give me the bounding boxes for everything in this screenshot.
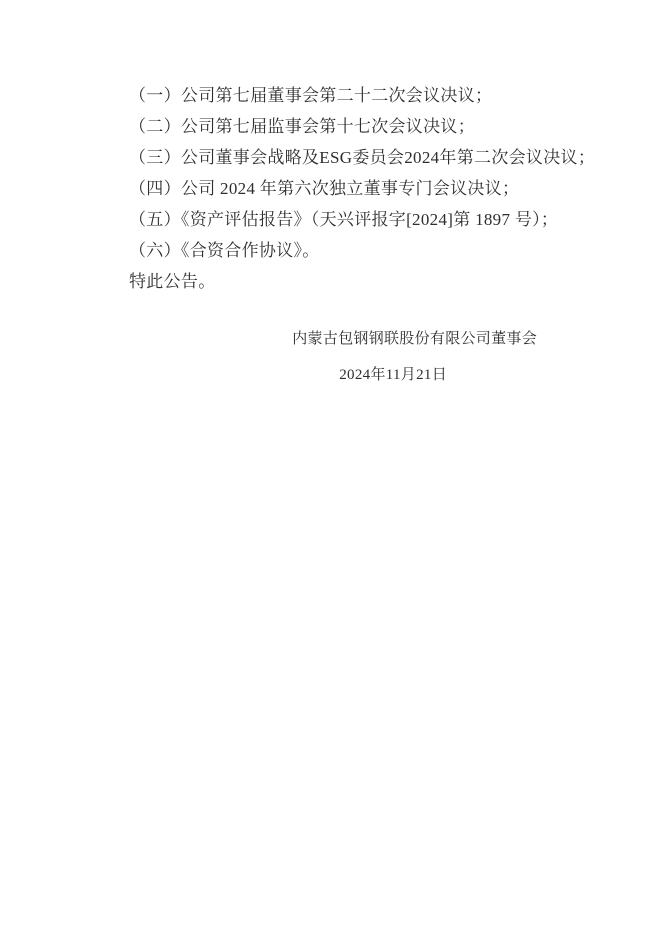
list-item-6: （六）《合资合作协议》。 — [129, 241, 320, 260]
list-item-2: （二）公司第七届监事会第十七次会议决议； — [129, 117, 475, 136]
list-item-3: （三）公司董事会战略及ESG委员会2024年第二次会议决议； — [129, 148, 596, 167]
list-item-5: （五）《资产评估报告》（天兴评报字[2024]第 1897 号）； — [129, 210, 559, 229]
list-item-1: （一）公司第七届董事会第二十二次会议决议； — [129, 86, 493, 105]
company-signature: 内蒙古包钢钢联股份有限公司董事会 — [292, 331, 537, 347]
list-item-4: （四）公司 2024 年第六次独立董事专门会议决议； — [129, 179, 520, 198]
closing-statement: 特此公告。 — [129, 272, 216, 291]
announcement-body — [0, 0, 660, 391]
announcement-date: 2024年11月21日 — [339, 367, 447, 383]
